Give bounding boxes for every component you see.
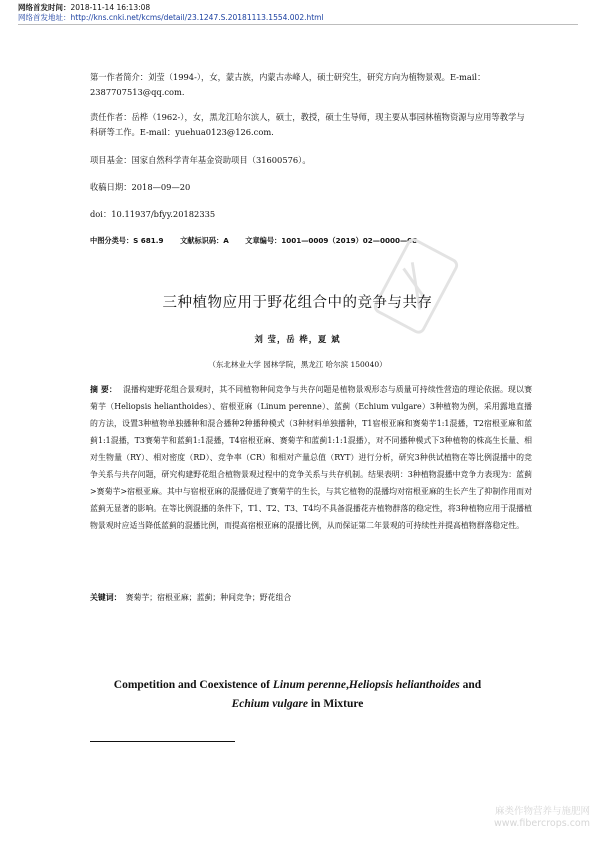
abstract-text: 混播构建野花组合景观时，其不同植物种间竞争与共存问题是植物景观形态与质量可持续性营造的理论依据。现以赛菊芋（Heliopsis helianthoides）、宿根亚麻（Linum perenne）、蓝蓟（Echium vulgare）3种植物为例，采用露地直播的方法，设置3种植物单独播种和混合播种2种播种模式（3种材料单独播种，T1宿根亚麻和赛菊芋1:1混播，T2宿根亚麻和蓝蓟1:1混播，T3赛菊芋和蓝蓟1:1混播，T4宿根亚麻、赛菊芋和蓝蓟1:1:1混播），对不同播种模式下3种植物的株高生长量、相对生物量（RY）、相对密度（RD）、竞争率（CR）和相对产量总值（RYT）进行分析，研究3种供试植物在等比例混播中的竞争关系与共存问题，研究构建野花组合植物景观过程中的竞争关系与共存机制。结果表明：3种植物混播中竞争力表现为：蓝蓟>赛菊芋>宿根亚麻。其中与宿根亚麻的混播促进了赛菊芋的生长，与其它植物的混播均对宿根亚麻的生长产生了抑制作用而对蓝蓟无显著的影响。在等比例混播的条件下，T1、T2、T3、T4均不具备混播花卉植物群落的稳定性，将3种植物应用于混播植物景观时应适当降低蓝蓟的混播比例，而提高宿根亚麻的混播比例，从而保证第二年景观的可持续性并提高植物群落稳定性。 xyxy=(90,385,532,530)
title-en-and: and xyxy=(459,679,482,691)
title-en-line-1 xyxy=(0,676,595,695)
publication-time-label: 网络首发时间： xyxy=(18,3,71,12)
publication-time-value: 2018-11-14 16:13:08 xyxy=(70,3,151,12)
species-linum-perenne: Linum perenne xyxy=(272,679,347,691)
clc-number: 中图分类号：S 681.9 xyxy=(90,236,164,245)
watermark-line-2: www.fibercrops.com xyxy=(493,818,590,829)
footnote-rule xyxy=(90,741,235,742)
watermark-line-1: 麻类作物营养与施肥网 xyxy=(494,806,590,817)
paper-title-cn: 三种植物应用于野花组合中的竞争与共存 xyxy=(162,295,433,311)
title-en-suffix: in Mixture xyxy=(307,698,364,710)
document-code: 文献标识码：A xyxy=(180,236,229,245)
publication-address-label: 网络首发地址： xyxy=(18,13,71,22)
site-watermark xyxy=(420,806,590,830)
keywords-label: 关键词： xyxy=(90,593,122,602)
watermark-logo xyxy=(368,238,464,334)
fund-info: 项目基金：国家自然科学青年基金资助项目（31600576）。 xyxy=(90,155,311,165)
header-separator xyxy=(18,24,578,25)
article-number: 文章编号：1001—0009（2019）02—0000—08 xyxy=(245,236,418,245)
publication-address-line xyxy=(18,13,324,23)
title-en-prefix: Competition and Coexistence of xyxy=(113,679,273,691)
keywords-text: 赛菊芋；宿根亚麻；蓝蓟；种间竞争；野花组合 xyxy=(125,593,292,602)
species-heliopsis: Heliopsis helianthoides xyxy=(348,679,460,691)
paper-title-en xyxy=(0,676,595,714)
title-en-comma: , xyxy=(346,679,349,691)
authors-line: 刘 莹，岳 桦，夏 斌 xyxy=(254,334,341,344)
keywords xyxy=(90,592,291,603)
first-author-bio: 第一作者简介：刘莹（1994-），女，蒙古族，内蒙古赤峰人，硕士研究生，研究方向为植物景观。E-mail：2387707513@qq.com. xyxy=(90,72,486,97)
publication-time-line xyxy=(18,3,324,13)
doi: doi：10.11937/bfyy.20182335 xyxy=(90,209,216,219)
online-publication-header xyxy=(18,3,324,23)
publication-address-link[interactable]: http://kns.cnki.net/kcms/detail/23.1247.S.20181113.1554.002.html xyxy=(70,13,324,22)
corresponding-author-bio: 责任作者：岳桦（1962-），女，黑龙江哈尔滨人，硕士，教授，硕士生导师，现主要从事园林植物资源与应用等教学与科研等工作。E-mail：yuehua0123@126.com. xyxy=(90,112,525,137)
title-en-line-2 xyxy=(0,695,595,714)
affiliation-line: （东北林业大学 园林学院，黑龙江 哈尔滨 150040） xyxy=(208,360,387,369)
abstract-label: 摘 要： xyxy=(90,385,117,394)
species-echium-vulgare: Echium vulgare xyxy=(231,698,308,710)
abstract xyxy=(90,381,532,534)
received-date: 收稿日期：2018—09—20 xyxy=(90,182,191,192)
